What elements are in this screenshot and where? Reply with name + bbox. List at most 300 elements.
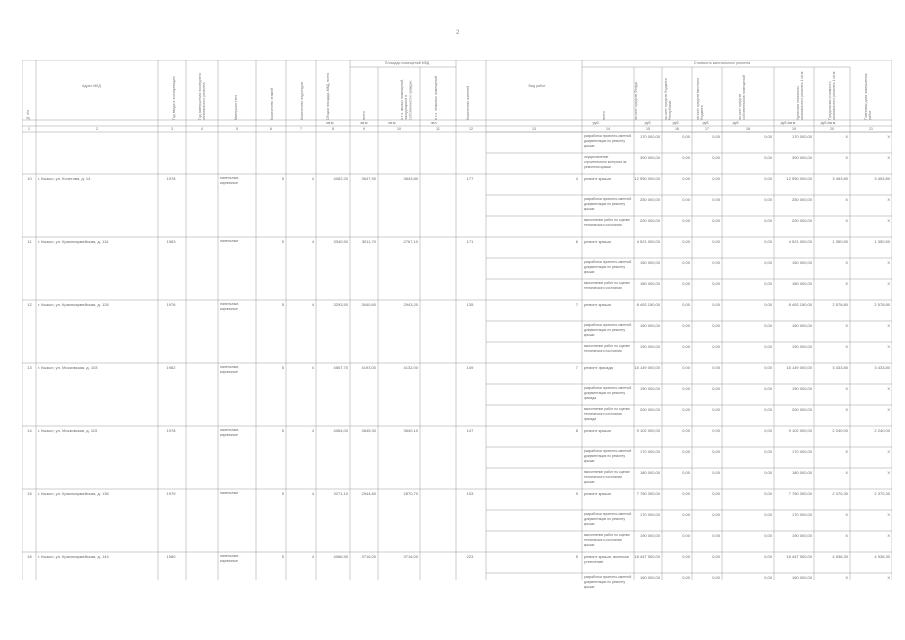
- cost-owners-cell: 180 000,00: [791, 470, 812, 475]
- cost-fund-cell: 0,00: [682, 428, 690, 433]
- cost-total-cell: 190 000,00: [639, 344, 660, 349]
- entrances-cell: 4: [311, 239, 314, 244]
- address-cell: г. Кызыл, ул. Красноармейская, д. 136: [38, 491, 109, 496]
- unit-cell: чел.: [430, 120, 438, 125]
- cost-total-cell: 170 000,00: [639, 134, 660, 139]
- unit-cost-cell: X: [845, 470, 848, 475]
- work-type-cell: разработка проектно-сметной документации по ремонту крыши: [584, 512, 632, 526]
- unit-cost-cell: X: [845, 281, 848, 286]
- cost-fund-cell: 0,00: [682, 134, 690, 139]
- cost-fund-cell: 0,00: [682, 239, 690, 244]
- page-number: 2: [456, 30, 460, 36]
- cost-fund-cell: 0,00: [682, 176, 690, 181]
- cost-local-cell: 0,00: [764, 344, 772, 349]
- cost-fund-cell: 0,00: [682, 407, 690, 412]
- cost-owners-cell: 160 000,00: [791, 323, 812, 328]
- cost-owners-cell: 250 000,00: [791, 197, 812, 202]
- header-work-type: Вид работ: [528, 84, 546, 88]
- cost-region-cell: 0,00: [712, 323, 720, 328]
- building-num-cell: 11: [27, 239, 32, 244]
- cost-owners-cell: 170 000,00: [791, 449, 812, 454]
- work-type-cell: осуществление строительного контроля за ремонтом крыши: [584, 155, 627, 169]
- walls-cell: панельные: [220, 239, 239, 243]
- unit-cell: кв.м: [326, 120, 334, 125]
- cost-region-cell: 0,00: [712, 155, 720, 160]
- cost-region-cell: 0,00: [712, 344, 720, 349]
- limit-cost-cell: 2 578,80: [874, 302, 890, 307]
- floors-cell: 5: [281, 302, 284, 307]
- limit-cost-cell: 3 453,80: [874, 176, 890, 181]
- entrances-cell: 4: [311, 302, 314, 307]
- cost-fund-cell: 0,00: [682, 554, 690, 559]
- header-entrances: Количество подъездов: [300, 82, 304, 120]
- limit-cost-cell: X: [887, 155, 890, 160]
- cost-owners-cell: 190 000,00: [791, 533, 812, 538]
- limit-cost-cell: X: [887, 512, 890, 517]
- column-number-cell: 16: [675, 126, 679, 131]
- cost-fund-cell: 0,00: [682, 512, 690, 517]
- work-type-cell: ремонт крыши, включая утепление: [584, 554, 629, 564]
- work-type-cell: выполнение работ по оценке технического состояния: [584, 344, 630, 353]
- column-number-cell: 21: [869, 126, 873, 131]
- unit-cell: руб.: [592, 120, 600, 125]
- area-all-cell: 3040,60: [361, 302, 376, 307]
- column-number-cell: 3: [171, 126, 173, 131]
- building-num-cell: 13: [27, 365, 32, 370]
- area-all-cell: 3647,90: [361, 176, 376, 181]
- header-area-total: Общая площадь МКД, всего: [326, 72, 330, 120]
- header-cost-total: всего: [602, 111, 606, 120]
- floors-cell: 5: [281, 365, 284, 370]
- limit-cost-cell: X: [887, 260, 890, 265]
- year-cell: 1979: [166, 491, 176, 496]
- limit-cost-cell: X: [887, 323, 890, 328]
- cost-region-cell: 0,00: [712, 554, 720, 559]
- area-living-cell: 3716,00: [403, 554, 418, 559]
- work-num-cell: 6: [575, 239, 578, 244]
- cost-fund-cell: 0,00: [682, 344, 690, 349]
- cost-local-cell: 0,00: [764, 533, 772, 538]
- cost-local-cell: 0,00: [764, 491, 772, 496]
- header-cost-owners: за счет средств собственников помещений: [738, 75, 747, 120]
- work-type-cell: ремонт крыши: [584, 239, 611, 244]
- column-number-cell: 9: [363, 126, 365, 131]
- work-type-cell: разработка проектно-сметной документации по ремонту крыши: [584, 449, 632, 463]
- work-type-cell: разработка проектно-сметной документации по ремонту фасада: [584, 386, 632, 400]
- cost-total-cell: 180 000,00: [639, 470, 660, 475]
- unit-cost-cell: X: [845, 512, 848, 517]
- cost-owners-cell: 7 750 300,00: [788, 491, 812, 496]
- floors-cell: 5: [281, 176, 284, 181]
- cost-total-cell: 200 000,00: [639, 218, 660, 223]
- unit-cost-cell: X: [845, 386, 848, 391]
- area-total-cell: 3271,10: [333, 491, 348, 496]
- cost-region-cell: 0,00: [712, 365, 720, 370]
- entrances-cell: 4: [311, 428, 314, 433]
- floors-cell: 5: [281, 491, 284, 496]
- area-total-cell: 3340,50: [333, 239, 348, 244]
- cost-fund-cell: 0,00: [682, 533, 690, 538]
- residents-cell: 153: [466, 491, 474, 496]
- limit-cost-cell: X: [887, 344, 890, 349]
- area-living-cell: 2870,70: [403, 491, 418, 496]
- column-number-cell: 18: [746, 126, 750, 131]
- limit-cost-cell: X: [887, 575, 890, 580]
- cost-region-cell: 0,00: [712, 239, 720, 244]
- cost-local-cell: 0,00: [764, 239, 772, 244]
- work-type-cell: ремонт крыши: [584, 302, 611, 307]
- column-number-cell: 6: [270, 126, 272, 131]
- entrances-cell: 4: [311, 176, 314, 181]
- cost-total-cell: 170 000,00: [639, 449, 660, 454]
- header-limit-cost: Предельная стоимость капитального ремонта 1 кв.м: [828, 71, 837, 120]
- cost-fund-cell: 0,00: [682, 386, 690, 391]
- column-number-cell: 2: [96, 126, 98, 131]
- unit-cost-cell: 2 370,30: [832, 491, 848, 496]
- walls-cell: панельные, кирпичные: [220, 365, 240, 374]
- cost-fund-cell: 0,00: [682, 155, 690, 160]
- limit-cost-cell: X: [887, 134, 890, 139]
- work-type-cell: разработка проектно-сметной документации по ремонту крыши: [584, 260, 632, 274]
- cost-total-cell: 170 000,00: [639, 512, 660, 517]
- unit-cell: руб.: [702, 120, 710, 125]
- header-year-last: Год завершения последнего капитального ремонта: [198, 72, 207, 120]
- column-number-cell: 11: [436, 126, 440, 131]
- cost-total-cell: 250 000,00: [639, 197, 660, 202]
- capital-repair-table: [22, 60, 892, 589]
- cost-region-cell: 0,00: [712, 470, 720, 475]
- cost-total-cell: 9 102 000,00: [636, 428, 660, 433]
- column-number-cell: 19: [792, 126, 796, 131]
- cost-local-cell: 0,00: [764, 260, 772, 265]
- walls-cell: панельные, кирпичные: [220, 428, 240, 437]
- address-cell: г. Кызыл, ул. Красноармейская, д. 144: [38, 554, 109, 559]
- unit-cell: руб.: [672, 120, 680, 125]
- cost-region-cell: 0,00: [712, 281, 720, 286]
- address-cell: г. Кызыл, ул. Московская, д. 115: [38, 428, 98, 433]
- cost-local-cell: 0,00: [764, 323, 772, 328]
- work-num-cell: 9: [575, 491, 578, 496]
- address-cell: г. Кызыл, ул. Красноармейская, д. 114: [38, 239, 109, 244]
- unit-cell: руб./кв.м: [780, 120, 796, 125]
- walls-cell: панельные, кирпичные: [220, 176, 240, 185]
- header-area-living: в т.ч. жилых помещений, находящихся в собственности граждан: [400, 78, 413, 120]
- residents-cell: 171: [466, 239, 474, 244]
- limit-cost-cell: 2 370,30: [874, 491, 890, 496]
- unit-cost-cell: X: [845, 260, 848, 265]
- residents-cell: 147: [466, 428, 474, 433]
- cost-total-cell: 190 000,00: [639, 386, 660, 391]
- cost-owners-cell: 180 000,00: [791, 281, 812, 286]
- cost-owners-cell: 9 102 000,00: [788, 428, 812, 433]
- cost-owners-cell: 300 000,00: [791, 155, 812, 160]
- limit-cost-cell: 4 536,30: [874, 554, 890, 559]
- cost-owners-cell: 170 000,00: [791, 134, 812, 139]
- unit-cost-cell: 3 433,80: [832, 365, 848, 370]
- work-type-cell: ремонт фасада: [584, 365, 613, 370]
- walls-cell: панельные: [220, 491, 239, 495]
- cost-owners-cell: 15 149 000,00: [786, 365, 812, 370]
- column-number-cell: 12: [469, 126, 473, 131]
- floors-cell: 5: [281, 554, 284, 559]
- header-area-group: Площадь помещений МКД: [384, 61, 430, 65]
- column-number-cell: 4: [201, 126, 203, 131]
- column-number-cell: 13: [532, 126, 536, 131]
- work-type-cell: выполнение работ по оценке технического состояния крыши: [584, 533, 630, 547]
- entrances-cell: 4: [311, 554, 314, 559]
- cost-owners-cell: 190 000,00: [791, 386, 812, 391]
- cost-local-cell: 0,00: [764, 197, 772, 202]
- unit-cost-cell: 2 240,00: [832, 428, 848, 433]
- area-living-cell: 2767,10: [403, 239, 418, 244]
- work-num-cell: 7: [575, 365, 578, 370]
- unit-cost-cell: X: [845, 323, 848, 328]
- building-num-cell: 12: [27, 302, 32, 307]
- limit-cost-cell: X: [887, 197, 890, 202]
- work-type-cell: ремонт крыши: [584, 176, 611, 181]
- unit-cost-cell: X: [845, 407, 848, 412]
- cost-total-cell: 200 000,00: [639, 407, 660, 412]
- area-living-cell: 3640,10: [403, 428, 418, 433]
- cost-local-cell: 0,00: [764, 512, 772, 517]
- cost-total-cell: 15 149 000,00: [634, 365, 660, 370]
- cost-fund-cell: 0,00: [682, 281, 690, 286]
- cost-total-cell: 160 000,00: [639, 323, 660, 328]
- limit-cost-cell: X: [887, 407, 890, 412]
- work-type-cell: выполнение работ по оценке технического состояния фасада: [584, 407, 630, 421]
- cost-fund-cell: 0,00: [682, 365, 690, 370]
- header-floors: Количество этажей: [270, 87, 274, 120]
- cost-fund-cell: 0,00: [682, 302, 690, 307]
- limit-cost-cell: X: [887, 470, 890, 475]
- work-type-cell: разработка проектно-сметной документации по ремонту крыши: [584, 197, 632, 211]
- area-all-cell: 4193,00: [361, 365, 376, 370]
- column-number-cell: 15: [646, 126, 650, 131]
- cost-owners-cell: 18 447 500,00: [786, 554, 812, 559]
- cost-fund-cell: 0,00: [682, 218, 690, 223]
- header-cost-region: за счет средств бюджета Республики: [664, 78, 673, 120]
- column-number-cell: 1: [28, 126, 30, 131]
- limit-cost-cell: X: [887, 533, 890, 538]
- cost-region-cell: 0,00: [712, 302, 720, 307]
- building-num-cell: 16: [27, 554, 32, 559]
- cost-local-cell: 0,00: [764, 575, 772, 580]
- header-cost-fund: за счет средств Фонда: [634, 82, 638, 120]
- cost-local-cell: 0,00: [764, 386, 772, 391]
- residents-cell: 135: [466, 302, 474, 307]
- unit-cost-cell: X: [845, 344, 848, 349]
- area-total-cell: 4567,70: [333, 365, 348, 370]
- cost-region-cell: 0,00: [712, 575, 720, 580]
- cost-owners-cell: 200 000,00: [791, 218, 812, 223]
- year-cell: 1976: [166, 302, 176, 307]
- unit-cell: руб.: [732, 120, 740, 125]
- header-deadline: Плановая дата завершения работ: [864, 73, 873, 120]
- cost-local-cell: 0,00: [764, 155, 772, 160]
- area-total-cell: 3293,50: [333, 302, 348, 307]
- year-cell: 1978: [166, 428, 176, 433]
- limit-cost-cell: X: [887, 449, 890, 454]
- header-walls: Материал стен: [234, 94, 238, 120]
- residents-cell: 149: [466, 365, 474, 370]
- address-cell: г. Кызыл, ул. Красноармейская, д. 126: [38, 302, 109, 307]
- cost-owners-cell: 8 492 150,00: [788, 302, 812, 307]
- column-number-cell: 5: [236, 126, 238, 131]
- work-type-cell: выполнение работ по оценке технического состояния крыши: [584, 470, 630, 484]
- entrances-cell: 4: [311, 365, 314, 370]
- work-type-cell: разработка проектно-сметной документации по ремонту крыши: [584, 323, 632, 337]
- cost-owners-cell: 160 000,00: [791, 575, 812, 580]
- cost-local-cell: 0,00: [764, 407, 772, 412]
- unit-cost-cell: 1 350,50: [832, 239, 848, 244]
- area-all-cell: 3645,30: [361, 428, 376, 433]
- area-all-cell: 3716,00: [361, 554, 376, 559]
- cost-fund-cell: 0,00: [682, 197, 690, 202]
- cost-local-cell: 0,00: [764, 449, 772, 454]
- cost-local-cell: 0,00: [764, 281, 772, 286]
- cost-local-cell: 0,00: [764, 302, 772, 307]
- header-num: № п/п: [26, 110, 30, 120]
- header-address: Адрес МКД: [82, 84, 101, 88]
- address-cell: г. Кызыл, ул. Московская, д. 103: [38, 365, 98, 370]
- unit-cost-cell: 3 453,80: [832, 176, 848, 181]
- cost-owners-cell: 150 000,00: [791, 260, 812, 265]
- column-number-cell: 20: [830, 126, 834, 131]
- area-total-cell: 4066,50: [333, 554, 348, 559]
- column-number-cell: 7: [300, 126, 302, 131]
- cost-region-cell: 0,00: [712, 407, 720, 412]
- cost-region-cell: 0,00: [712, 176, 720, 181]
- cost-fund-cell: 0,00: [682, 575, 690, 580]
- unit-cost-cell: 2 578,80: [832, 302, 848, 307]
- header-residents: Количество жителей: [466, 85, 470, 120]
- unit-cell: руб./кв.м: [820, 120, 836, 125]
- residents-cell: 223: [466, 554, 474, 559]
- cost-total-cell: 8 492 150,00: [636, 302, 660, 307]
- header-area-all: всего: [362, 111, 366, 120]
- work-type-cell: выполнение работ по оценке технического состояния: [584, 218, 630, 227]
- cost-region-cell: 0,00: [712, 386, 720, 391]
- area-all-cell: 3011,70: [361, 239, 376, 244]
- floors-cell: 5: [281, 428, 284, 433]
- area-total-cell: 4062,20: [333, 176, 348, 181]
- header-area-other: в т.ч. нежилых помещений: [434, 75, 438, 120]
- unit-cost-cell: X: [845, 134, 848, 139]
- limit-cost-cell: X: [887, 281, 890, 286]
- cost-region-cell: 0,00: [712, 197, 720, 202]
- cost-fund-cell: 0,00: [682, 260, 690, 265]
- unit-cell: кв.м: [388, 120, 396, 125]
- limit-cost-cell: X: [887, 386, 890, 391]
- column-number-cell: 17: [705, 126, 709, 131]
- address-cell: г. Кызыл, ул. Кочетова, д. 14: [38, 176, 91, 181]
- cost-local-cell: 0,00: [764, 554, 772, 559]
- cost-local-cell: 0,00: [764, 218, 772, 223]
- cost-total-cell: 150 000,00: [639, 260, 660, 265]
- entrances-cell: 4: [311, 491, 314, 496]
- floors-cell: 5: [281, 239, 284, 244]
- area-total-cell: 4064,00: [333, 428, 348, 433]
- limit-cost-cell: 1 350,50: [874, 239, 890, 244]
- header-year: Год ввода в эксплуатацию: [172, 76, 176, 120]
- cost-owners-cell: 12 550 000,00: [786, 176, 812, 181]
- cost-region-cell: 0,00: [712, 260, 720, 265]
- area-living-cell: 4132,00: [403, 365, 418, 370]
- cost-fund-cell: 0,00: [682, 491, 690, 496]
- work-num-cell: 7: [575, 302, 578, 307]
- unit-cost-cell: X: [845, 197, 848, 202]
- cost-total-cell: 18 447 500,00: [634, 554, 660, 559]
- work-num-cell: 5: [575, 554, 578, 559]
- area-all-cell: 2944,60: [361, 491, 376, 496]
- cost-total-cell: 180 000,00: [639, 281, 660, 286]
- year-cell: 1982: [166, 365, 176, 370]
- header-cost-local: за счет средств местного бюджета: [696, 77, 705, 120]
- building-num-cell: 10: [27, 176, 32, 181]
- cost-fund-cell: 0,00: [682, 449, 690, 454]
- cost-local-cell: 0,00: [764, 470, 772, 475]
- unit-cost-cell: 4 536,30: [832, 554, 848, 559]
- header-cost-group: Стоимость капитального ремонта: [693, 61, 751, 65]
- work-num-cell: 8: [575, 428, 578, 433]
- cost-owners-cell: 190 000,00: [791, 344, 812, 349]
- column-number-cell: 14: [606, 126, 610, 131]
- year-cell: 1983: [166, 239, 176, 244]
- cost-total-cell: 190 000,00: [639, 533, 660, 538]
- unit-cell: кв.м: [360, 120, 368, 125]
- cost-fund-cell: 0,00: [682, 323, 690, 328]
- cost-local-cell: 0,00: [764, 176, 772, 181]
- walls-cell: панельные, кирпичные: [220, 302, 240, 311]
- cost-owners-cell: 200 000,00: [791, 407, 812, 412]
- walls-cell: панельные, кирпичные: [220, 554, 240, 563]
- cost-total-cell: 300 000,00: [639, 155, 660, 160]
- unit-cell: руб.: [644, 120, 652, 125]
- work-num-cell: 4: [575, 176, 578, 181]
- work-type-cell: ремонт крыши: [584, 428, 611, 433]
- residents-cell: 177: [466, 176, 474, 181]
- cost-total-cell: 12 550 000,00: [634, 176, 660, 181]
- work-type-cell: выполнение работ по оценке технического состояния: [584, 281, 630, 290]
- cost-local-cell: 0,00: [764, 428, 772, 433]
- cost-owners-cell: 170 000,00: [791, 512, 812, 517]
- cost-region-cell: 0,00: [712, 512, 720, 517]
- column-number-cell: 10: [397, 126, 401, 131]
- cost-region-cell: 0,00: [712, 491, 720, 496]
- cost-region-cell: 0,00: [712, 428, 720, 433]
- cost-total-cell: 7 750 300,00: [636, 491, 660, 496]
- limit-cost-cell: X: [887, 218, 890, 223]
- building-num-cell: 14: [27, 428, 32, 433]
- building-num-cell: 15: [27, 491, 32, 496]
- unit-cost-cell: X: [845, 533, 848, 538]
- cost-region-cell: 0,00: [712, 134, 720, 139]
- cost-total-cell: 4 521 000,00: [636, 239, 660, 244]
- work-type-cell: разработка проектно-сметной документации по ремонту крыши: [584, 134, 632, 148]
- cost-local-cell: 0,00: [764, 365, 772, 370]
- cost-region-cell: 0,00: [712, 533, 720, 538]
- year-cell: 1978: [166, 176, 176, 181]
- header-unit-cost: Удельная стоимость капитального ремонта 1 кв.м: [796, 71, 805, 120]
- work-type-cell: ремонт крыши: [584, 491, 611, 496]
- cost-owners-cell: 4 521 000,00: [788, 239, 812, 244]
- area-living-cell: 2943,20: [403, 302, 418, 307]
- cost-fund-cell: 0,00: [682, 470, 690, 475]
- work-type-cell: разработка проектно-сметной документации по ремонту крыши: [584, 575, 632, 589]
- unit-cost-cell: X: [845, 155, 848, 160]
- unit-cost-cell: X: [845, 218, 848, 223]
- cost-region-cell: 0,00: [712, 218, 720, 223]
